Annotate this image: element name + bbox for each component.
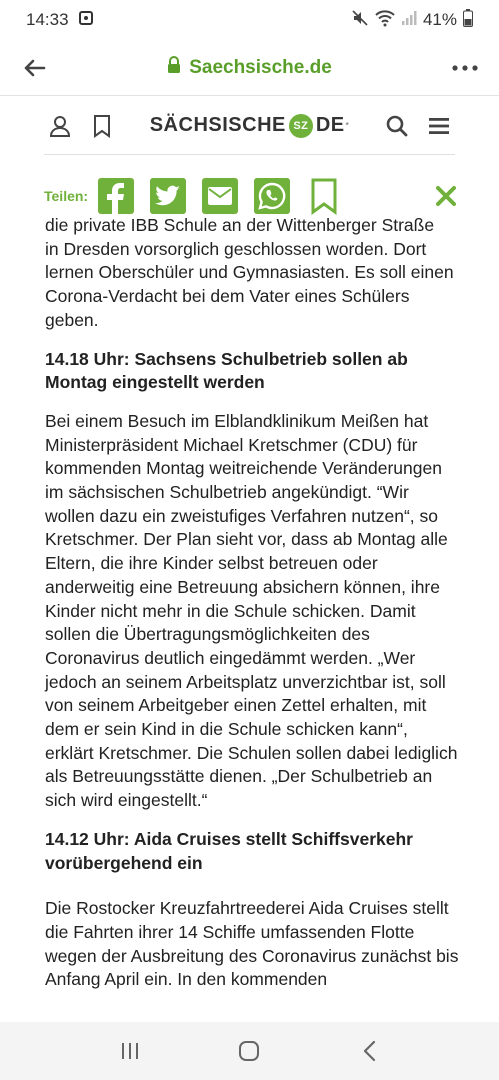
article-content bbox=[45, 215, 459, 1024]
url-text: Saechsische.de bbox=[189, 56, 332, 78]
signal-icon bbox=[401, 10, 417, 31]
bookmark-icon[interactable] bbox=[306, 178, 342, 214]
user-icon[interactable] bbox=[44, 110, 76, 142]
battery-percent: 41% bbox=[422, 10, 457, 29]
article-paragraph: in Dresden vorsorglich geschlossen worden. Dort lernen Oberschüler und Gymnasiasten. Es soll einen Corona-Verdacht bei dem Vater eines Schülers geben. bbox=[45, 238, 454, 330]
article-heading: 14.18 Uhr: Sachsens Schulbetrieb sollen ab Montag eingestellt werden bbox=[45, 348, 408, 393]
home-icon[interactable] bbox=[229, 1031, 269, 1071]
lock-icon bbox=[167, 56, 181, 80]
system-nav-bar bbox=[0, 1022, 499, 1080]
back-icon[interactable] bbox=[349, 1031, 389, 1071]
logo-badge: SZ bbox=[289, 114, 313, 138]
email-icon[interactable] bbox=[202, 178, 238, 214]
logo-text-right: DE bbox=[315, 114, 345, 136]
facebook-icon[interactable] bbox=[98, 178, 134, 214]
mute-icon bbox=[351, 9, 369, 32]
wifi-icon bbox=[375, 9, 395, 32]
address-bar[interactable] bbox=[167, 56, 332, 80]
article-heading: 14.12 Uhr: Aida Cruises stellt Schiffsverkehr vorübergehend ein bbox=[45, 828, 413, 873]
article-partial-line: die private IBB Schule an der Wittenberger Straße bbox=[45, 215, 435, 235]
site-header bbox=[44, 97, 455, 155]
article-paragraph: Die Rostocker Kreuzfahrtreederei Aida Cruises stellt die Fahrten ihrer 14 Schiffe umfassenden Flotte wegen der Ausbreitung des Coronavirus zunächst bis Anfang April ein. In den kommenden bbox=[45, 898, 459, 990]
twitter-icon[interactable] bbox=[150, 178, 186, 214]
article-paragraph: Bei einem Besuch im Elblandklinikum Meißen hat Ministerpräsident Michael Kretschmer (CDU) für kommenden Montag weitreichende Veränderungen im sächsischen Schulbetrieb angekündigt. “Wir wollen dazu ein zweistufiges Verfahren nutzen“, so Kretschmer. Der Plan sieht vor, dass ab Montag alle Eltern, die ihre Kinder selbst betreuen oder anderweitig eine Betreuung absichern können, ihre Kinder nicht mehr in die Schule schicken. Damit sollen die Übertragungsmöglichkeiten des Coronavirus deutlich eingedämmt werden. „Wer jedoch an seinem Arbeitsplatz unverzichtbar ist, soll von seinem Arbeitgeber einen Zettel erhalten, mit dem er sein Kind in die Schule schicken kann“, erklärt Kretschmer. Die Schulen sollen dabei lediglich als Betreuungsstätte dienen. „Der Schulbetrieb an sich wird eingestellt.“ bbox=[45, 410, 458, 811]
battery-icon bbox=[463, 9, 473, 32]
status-time: 14:33 bbox=[26, 10, 69, 29]
more-options-icon[interactable] bbox=[449, 52, 481, 84]
recents-icon[interactable] bbox=[110, 1031, 150, 1071]
site-logo[interactable] bbox=[150, 114, 350, 138]
search-icon[interactable] bbox=[381, 110, 413, 142]
close-icon[interactable] bbox=[431, 181, 461, 211]
share-label: Teilen: bbox=[44, 188, 89, 204]
menu-icon[interactable] bbox=[423, 110, 455, 142]
status-bar bbox=[0, 0, 499, 40]
logo-sup: * bbox=[345, 121, 350, 130]
bookmark-icon[interactable] bbox=[86, 110, 118, 142]
gallery-icon bbox=[79, 10, 93, 30]
logo-text-left: SÄCHSISCHE bbox=[149, 114, 286, 136]
whatsapp-icon[interactable] bbox=[254, 178, 290, 214]
browser-toolbar bbox=[0, 40, 499, 96]
back-arrow-icon[interactable] bbox=[18, 52, 50, 84]
